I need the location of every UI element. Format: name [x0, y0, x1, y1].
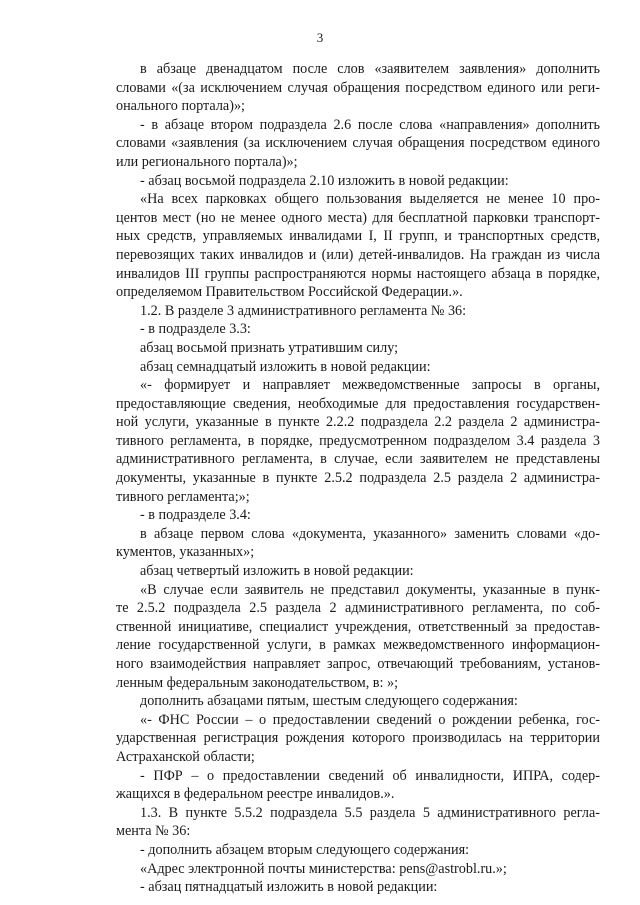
- document-body: [116, 60, 600, 897]
- text-line: онального портала)»;: [116, 98, 245, 115]
- paragraph-p13: [116, 581, 600, 693]
- paragraph-p16: [116, 767, 600, 804]
- paragraph-p19: [116, 860, 600, 879]
- paragraph-p18: [116, 841, 600, 860]
- text-line: Астраханской области;: [116, 748, 255, 765]
- text-line: кументов, указанных»;: [116, 544, 255, 561]
- text-line: тивного регламента, в порядке, предусмотренном подразделом 3.4 раздела 3: [116, 432, 600, 449]
- text-line: предоставляющие сведения, необходимые для предоставления государствен-: [116, 395, 600, 412]
- text-line: 1.2. В разделе 3 административного регламента № 36:: [140, 302, 467, 319]
- text-line: административного регламента, в случае, если заявителем не представлены: [116, 451, 600, 468]
- text-line: словами «(за исключением случая обращения посредством единого или реги-: [116, 79, 600, 96]
- text-line: тивного регламента;»;: [116, 488, 250, 505]
- text-line: ленным федеральным законодательством, в: »;: [116, 674, 399, 691]
- text-line: словами «заявления (за исключением случая обращения посредством единого: [116, 135, 600, 152]
- text-line: - в абзаце втором подраздела 2.6 после слова «направления» дополнить: [140, 116, 600, 133]
- text-line: дополнить абзацами пятым, шестым следующего содержания:: [140, 693, 518, 710]
- text-line: абзац семнадцатый изложить в новой редакции:: [140, 358, 431, 375]
- text-line: определяемом Правительством Российской Федерации.».: [116, 284, 463, 301]
- text-line: инвалидов III группы распространяются нормы настоящего абзаца в порядке,: [116, 265, 600, 282]
- text-line: 1.3. В пункте 5.5.2 подраздела 5.5 раздела 5 административного регла-: [140, 804, 600, 821]
- text-line: - ПФР – о предоставлении сведений об инвалидности, ИПРА, содер-: [140, 767, 600, 784]
- text-line: или регионального портала)»;: [116, 153, 298, 170]
- text-line: - в подразделе 3.4:: [140, 507, 251, 524]
- paragraph-p3: [116, 172, 600, 191]
- paragraph-p6: [116, 320, 600, 339]
- paragraph-p17: [116, 804, 600, 841]
- paragraph-p7: [116, 339, 600, 358]
- text-line: абзац четвертый изложить в новой редакции:: [140, 563, 414, 580]
- page-number: 3: [316, 30, 324, 45]
- text-line: «- формирует и направляет межведомственные запросы в органы,: [140, 377, 600, 394]
- paragraph-p11: [116, 525, 600, 562]
- paragraph-p12: [116, 562, 600, 581]
- text-line: ной услуги, указанные в пункте 2.2.2 подраздела 2.2 раздела 2 администра-: [116, 414, 600, 431]
- text-line: ных средств, управляемых инвалидами I, II групп, и транспортных средств,: [116, 228, 600, 245]
- text-line: - в подразделе 3.3:: [140, 321, 251, 338]
- text-line: ного взаимодействия направляет запрос, отвечающий требованиям, установ-: [116, 656, 600, 672]
- text-line: «В случае если заявитель не представил документы, указанные в пунк-: [140, 581, 600, 598]
- paragraph-p10: [116, 506, 600, 525]
- text-line: в абзаце двенадцатом после слов «заявителем заявления» дополнить: [140, 61, 600, 77]
- paragraph-p1: [116, 60, 600, 116]
- text-line: в абзаце первом слова «документа, указанного» заменить словами «до-: [140, 525, 600, 542]
- paragraph-p9: [116, 376, 600, 506]
- text-line: абзац восьмой признать утратившим силу;: [140, 339, 399, 356]
- paragraph-p2: [116, 116, 600, 172]
- text-line: жащихся в федеральном реестре инвалидов.».: [116, 786, 395, 803]
- text-line: «- ФНС России – о предоставлении сведений о рождении ребенка, гос-: [140, 711, 600, 728]
- text-line: ударственная регистрация рождения которого производилась на территории: [116, 730, 600, 747]
- paragraph-p20: [116, 878, 600, 897]
- text-line: «Адрес электронной почты министерства: pens@astrobl.ru.»;: [140, 860, 507, 877]
- paragraph-p14: [116, 692, 600, 711]
- text-line: центов мест (но не менее одного места) для бесплатной парковки транспорт-: [116, 209, 600, 226]
- text-line: перевозящих таких инвалидов и (или) детей-инвалидов. На граждан из числа: [116, 246, 600, 263]
- text-line: документы, указанные в пункте 2.5.2 подраздела 2.5 раздела 2 администра-: [116, 470, 600, 487]
- text-line: «На всех парковках общего пользования выделяется не менее 10 про-: [140, 191, 600, 208]
- paragraph-p8: [116, 358, 600, 377]
- text-line: ственной инициативе, специалист учреждения, ответственный за предостав-: [116, 618, 600, 635]
- text-line: - абзац пятнадцатый изложить в новой редакции:: [140, 879, 438, 896]
- text-line: - дополнить абзацем вторым следующего содержания:: [140, 841, 470, 858]
- text-line: - абзац восьмой подраздела 2.10 изложить в новой редакции:: [140, 172, 509, 189]
- paragraph-p5: [116, 302, 600, 321]
- paragraph-p15: [116, 711, 600, 767]
- text-line: мента № 36:: [116, 823, 191, 840]
- paragraph-p4: [116, 190, 600, 302]
- text-line: те 2.5.2 подраздела 2.5 раздела 2 административного регламента, по соб-: [116, 600, 600, 617]
- text-line: ление государственной услуги, в рамках межведомственного информацион-: [116, 637, 600, 654]
